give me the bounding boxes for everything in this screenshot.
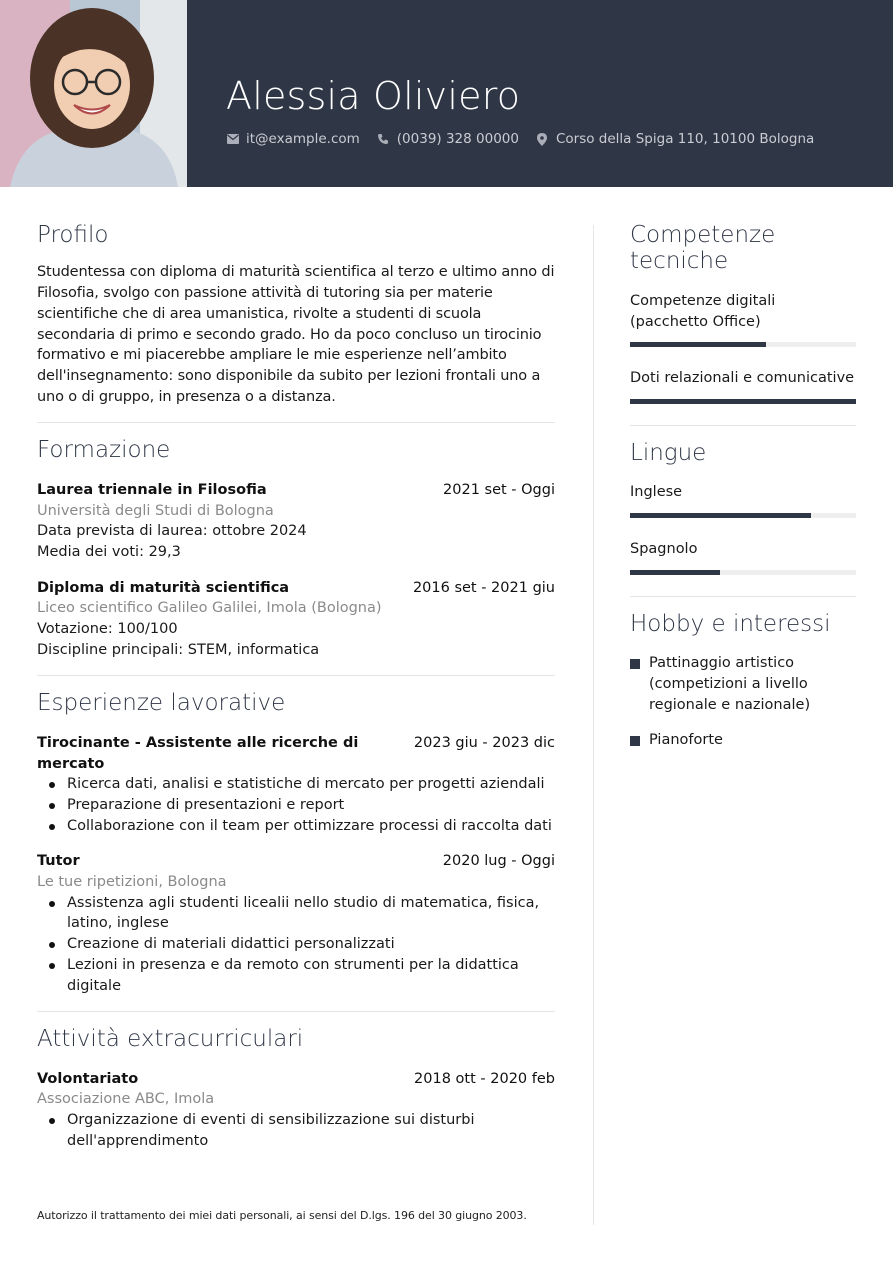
bullet-list (37, 1110, 555, 1151)
bullet-list (37, 893, 555, 997)
list-item (630, 730, 856, 751)
list-item: Creazione di materiali didattici personalizzati (37, 934, 555, 955)
resume-header (0, 0, 893, 187)
list-item (630, 653, 856, 715)
entry-organization: Università degli Studi di Bologna (37, 502, 274, 519)
list-item: Assistenza agli studenti licealii nello studio di matematica, fisica, latino, inglese (37, 893, 555, 934)
profile-text: Studentessa con diploma di maturità scientifica al terzo e ultimo anno di Filosofia, svolgo con passione attività di tutoring sia per materie scientifiche che di area umanistica, rivolte a studenti di scuola secondaria di primo e secondo grado. Ho da poco concluso un tirocinio formativo e mi piacerebbe ampliare le mie esperienze nell’ambito dell'insegnamento: sono disponibile da subito per lezioni frontali uno a uno o di gruppo, in presenza o a distanza. (37, 264, 555, 405)
skill-name: Competenze digitali (pacchetto Office) (630, 292, 776, 330)
skill-name: Doti relazionali e comunicative (630, 370, 855, 387)
entry-date: 2018 ott - 2020 feb (414, 1070, 555, 1087)
language-level-fill (630, 570, 720, 575)
entry-date: 2021 set - Oggi (443, 481, 555, 498)
entry-detail: Votazione: 100/100 (37, 621, 178, 638)
section-divider (37, 1011, 555, 1012)
privacy-consent-note: Autorizzo il trattamento dei miei dati personali, ai sensi del D.lgs. 196 del 30 giugno 2003. (37, 1209, 527, 1222)
entry-detail: Data prevista di laurea: ottobre 2024 (37, 523, 307, 540)
language-level-bar (630, 513, 856, 518)
entry-title: Diploma di maturità scientifica (37, 579, 290, 596)
main-column (37, 222, 555, 1152)
profile-section (37, 222, 555, 407)
section-divider (37, 422, 555, 423)
entry-title: Volontariato (37, 1070, 139, 1087)
entry-organization: Liceo scientifico Galileo Galilei, Imola (Bologna) (37, 600, 382, 617)
language-name: Inglese (630, 484, 683, 501)
candidate-name: Alessia Oliviero (226, 74, 521, 118)
mail-icon (226, 133, 239, 146)
section-title: Lingue (630, 439, 707, 466)
entry-detail: Discipline principali: STEM, informatica (37, 641, 320, 658)
bullet-list (37, 774, 555, 836)
section-title: Hobby e interessi (630, 610, 831, 637)
skill-item (630, 291, 856, 347)
extracurricular-entry (37, 1069, 555, 1152)
skills-section (630, 222, 856, 404)
skill-level-bar (630, 399, 856, 404)
skill-level-fill (630, 342, 766, 347)
section-title: Competenze tecniche (630, 222, 776, 275)
profile-photo (0, 0, 187, 187)
section-divider (630, 425, 856, 426)
education-section (37, 437, 555, 660)
entry-detail: Media dei voti: 29,3 (37, 543, 181, 560)
experience-section (37, 690, 555, 996)
list-item: Collaborazione con il team per ottimizzare processi di raccolta dati (37, 816, 555, 837)
section-title: Esperienze lavorative (37, 690, 286, 717)
language-level-fill (630, 513, 811, 518)
entry-title: Tirocinante - Assistente alle ricerche di mercato (37, 734, 359, 772)
experience-entry (37, 733, 555, 837)
list-item: Ricerca dati, analisi e statistiche di mercato per progetti aziendali (37, 774, 555, 795)
entry-organization: Associazione ABC, Imola (37, 1091, 215, 1108)
section-divider (37, 675, 555, 676)
list-item: Preparazione di presentazioni e report (37, 795, 555, 816)
email-contact[interactable] (226, 131, 360, 147)
entry-date: 2023 giu - 2023 dic (413, 734, 555, 751)
square-bullet-icon (630, 736, 640, 746)
phone-contact[interactable] (377, 131, 519, 147)
language-level-bar (630, 570, 856, 575)
list-item: Lezioni in presenza e da remoto con strumenti per la didattica digitale (37, 955, 555, 996)
contact-info (226, 131, 831, 147)
location-pin-icon (536, 133, 549, 146)
section-title: Attività extracurriculari (37, 1026, 304, 1053)
language-item (630, 539, 856, 575)
entry-organization: Le tue ripetizioni, Bologna (37, 874, 227, 891)
education-entry (37, 578, 555, 661)
section-title: Formazione (37, 437, 171, 464)
email-text: it@example.com (246, 131, 360, 147)
entry-date: 2016 set - 2021 giu (412, 579, 555, 596)
language-name: Spagnolo (630, 541, 698, 558)
list-item: Organizzazione di eventi di sensibilizzazione sui disturbi dell'apprendimento (37, 1110, 555, 1151)
entry-title: Tutor (37, 853, 80, 870)
skill-level-bar (630, 342, 856, 347)
address-text: Corso della Spiga 110, 10100 Bologna (555, 131, 815, 147)
hobby-text: Pattinaggio artistico (competizioni a livello regionale e nazionale) (649, 655, 811, 713)
square-bullet-icon (630, 659, 640, 669)
entry-date: 2020 lug - Oggi (442, 853, 555, 870)
sidebar-column (630, 222, 856, 751)
entry-title: Laurea triennale in Filosofia (37, 481, 267, 498)
skill-item (630, 368, 856, 404)
phone-text: (0039) 328 00000 (396, 131, 519, 147)
hobby-text: Pianoforte (649, 732, 723, 749)
column-divider (593, 225, 594, 1225)
address-contact (536, 131, 814, 147)
experience-entry (37, 851, 555, 996)
extracurricular-section (37, 1026, 555, 1151)
language-item (630, 482, 856, 518)
education-entry (37, 480, 555, 563)
section-title: Profilo (37, 222, 109, 248)
skill-level-fill (630, 399, 856, 404)
hobbies-section (630, 611, 856, 751)
section-divider (630, 596, 856, 597)
phone-icon (377, 133, 390, 146)
languages-section (630, 440, 856, 575)
